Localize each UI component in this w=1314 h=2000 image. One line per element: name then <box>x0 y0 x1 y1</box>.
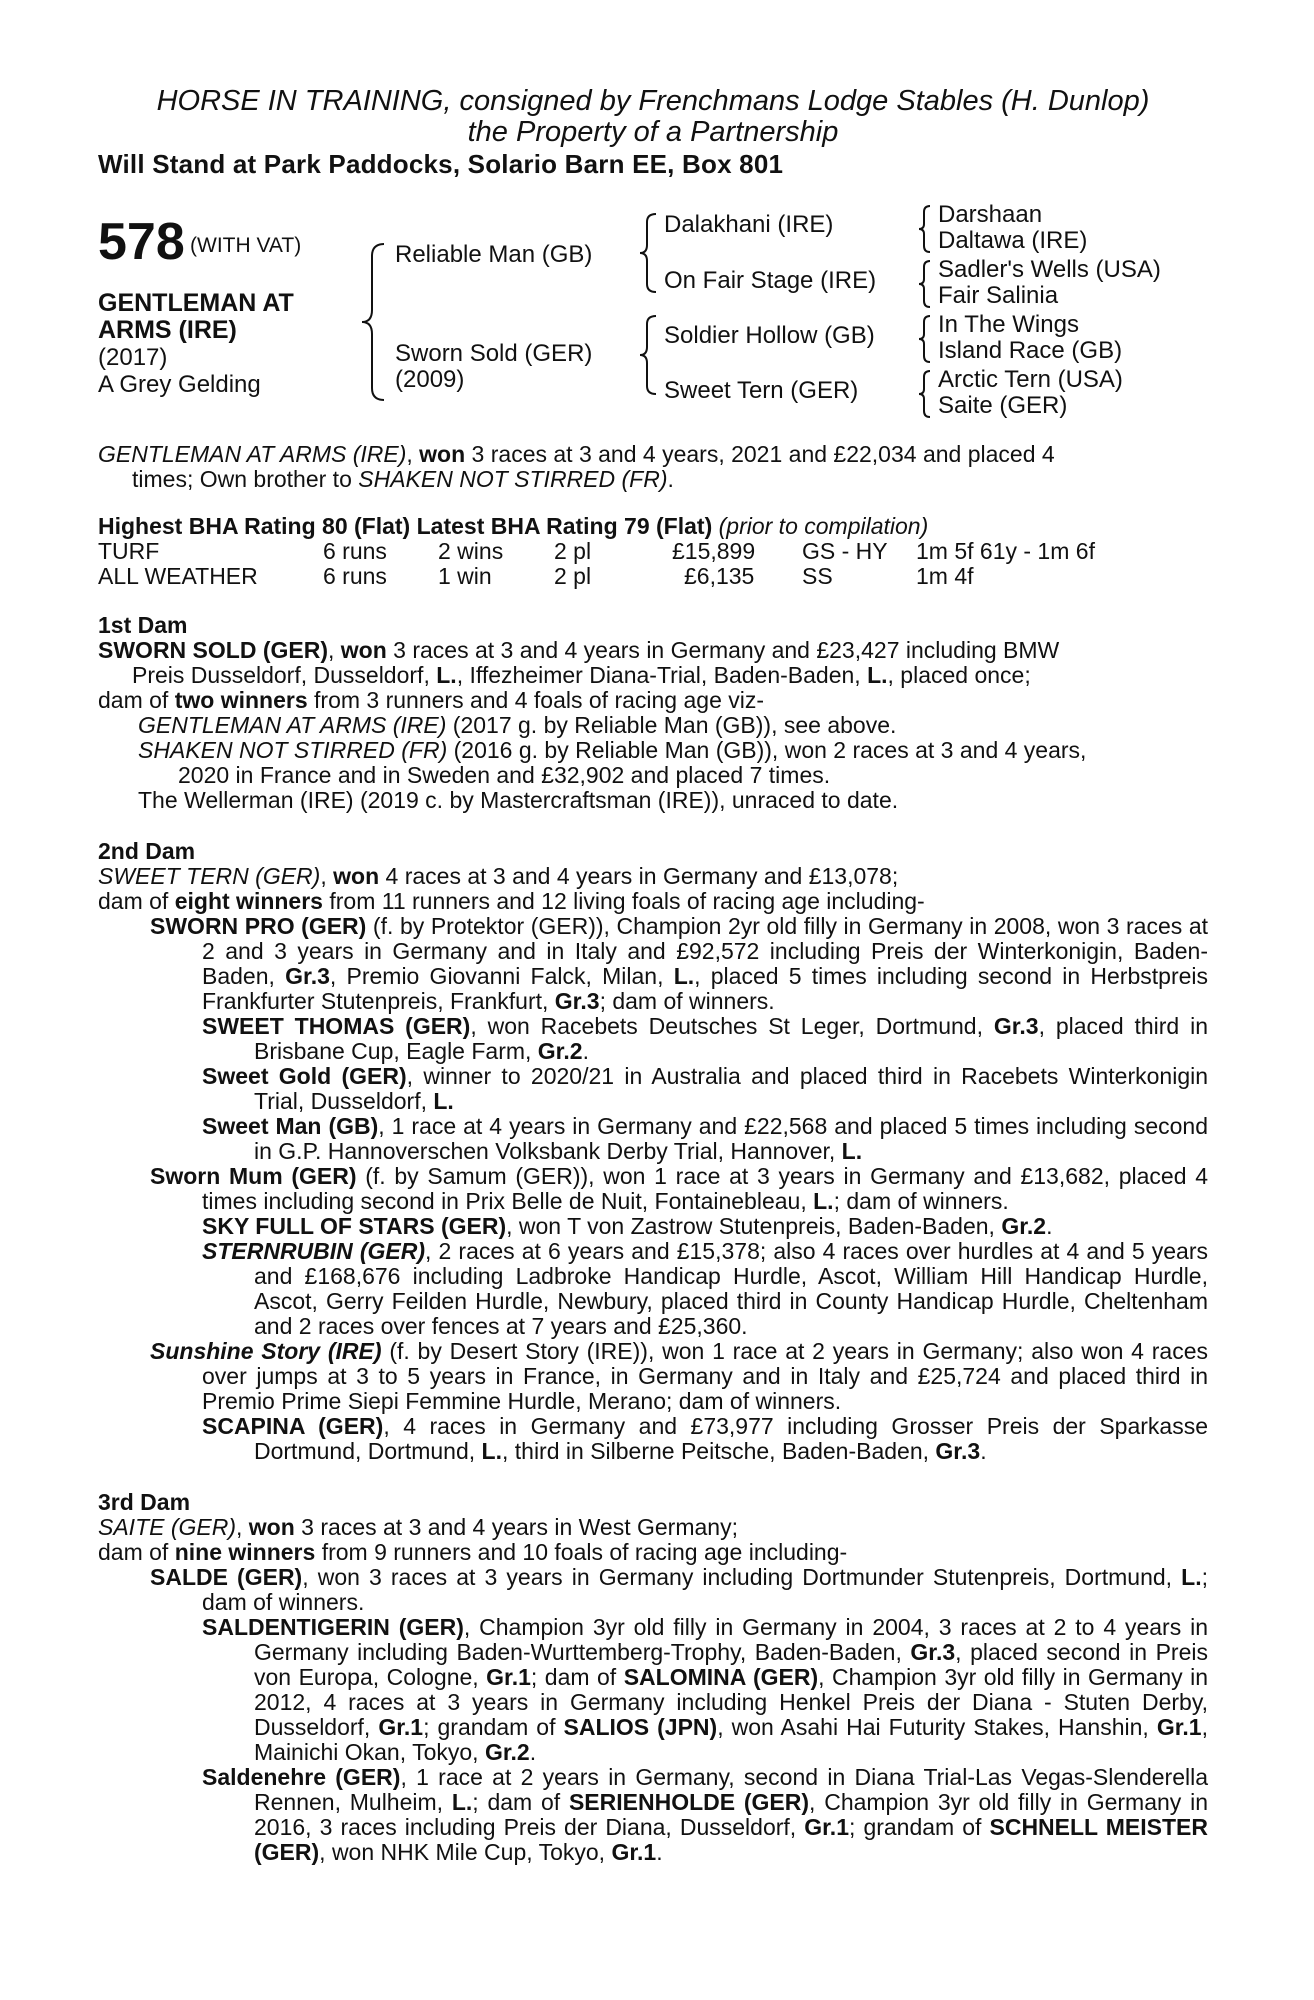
bha-rating <box>98 514 1208 539</box>
produce-entry <box>98 738 1208 763</box>
produce-entry <box>98 1339 1208 1414</box>
group-mark: Gr.3 <box>993 1013 1039 1039</box>
first-dam-won: won <box>340 637 387 663</box>
pedigree-brace-sire <box>638 212 658 294</box>
produce-name: Sunshine Story (IRE) <box>150 1338 382 1364</box>
pedigree-g7: Arctic Tern (USA) <box>938 366 1123 393</box>
row-going: GS - HY <box>802 538 888 564</box>
produce-name: SCAPINA (GER) <box>202 1413 384 1439</box>
third-dam-name: SAITE (GER) <box>98 1514 237 1540</box>
text: ; grandam of <box>849 1814 990 1840</box>
text: , won Racebets Deutsches St Leger, Dortmund, <box>470 1013 994 1039</box>
text: (f. by Desert Story (IRE)), won 1 race at 2 years in Germany; also won 4 races over jumps at 3 to 5 years in France, in Germany and in Italy and £25,724 and placed third in Premio Prime Siepi Femmine Hurdle, Merano; dam of winners. <box>202 1338 1209 1414</box>
produce-name: SERIENHOLDE (GER) <box>568 1789 810 1815</box>
text: ; dam of <box>472 1789 569 1815</box>
produce-name: SWEET THOMAS (GER) <box>202 1013 471 1039</box>
first-dam-record: SWORN SOLD (GER), won 3 races at 3 and 4 years in Germany and £23,427 including BMW <box>98 637 1060 663</box>
text: from 9 runners and 10 foals of racing age including- <box>315 1539 848 1565</box>
text: dam of <box>98 1539 175 1565</box>
text: , 2 races at 6 years and £15,378; also 4 races over hurdles at 4 and 5 years and £168,676 including Ladbroke Handicap Hurdle, Ascot, William Hill Handicap Hurdle, Ascot, Gerry Feilden Hurdle, Newbury, placed third in County Handicap Hurdle, Cheltenham and 2 races over fences at 7 years and £25,360. <box>254 1238 1208 1339</box>
horse-year: (2017) <box>98 344 168 371</box>
text: , Champion 3yr old filly in Germany in 2016, 3 races including Preis der Diana, Dusseldorf, <box>254 1789 1208 1840</box>
winners-count: eight winners <box>174 888 323 914</box>
pedigree-g4: Fair Salinia <box>938 282 1059 309</box>
pedigree-dam-dam: Sweet Tern (GER) <box>664 377 859 404</box>
stand-location: Will Stand at Park Paddocks, Solario Barn EE, Box 801 <box>98 149 784 179</box>
text: ; dam of winners. <box>599 988 775 1014</box>
text: ; dam of <box>530 1664 624 1690</box>
text: from 3 runners and 4 foals of racing age viz- <box>307 687 765 713</box>
pedigree-brace-main <box>360 242 386 402</box>
second-dam-name: SWEET TERN (GER) <box>98 863 321 889</box>
pedigree-brace-g2 <box>918 259 932 309</box>
summary-text: 3 races at 3 and 4 years, 2021 and £22,034 and placed 4 <box>465 441 1055 467</box>
lot-number: 578 <box>98 213 185 271</box>
text: dam of <box>98 687 175 713</box>
produce-entry <box>98 1064 1208 1114</box>
catalogue-page <box>98 86 1208 1865</box>
row-wins: 2 wins <box>438 538 504 564</box>
produce-entry <box>98 1214 1208 1239</box>
listed-mark: L. <box>481 1438 502 1464</box>
text: 4 races at 3 and 4 years in Germany and £13,078; <box>379 863 899 889</box>
text: , won 3 races at 3 years in Germany including Dortmunder Stutenpreis, Dortmund, <box>302 1564 1182 1590</box>
group-mark: Gr.1 <box>804 1814 849 1840</box>
group-mark: Gr.3 <box>285 963 330 989</box>
produce-name: SALIOS (JPN) <box>563 1714 718 1740</box>
row-surface: TURF <box>98 538 160 564</box>
first-dam-record-cont <box>98 663 1208 688</box>
group-mark: Gr.1 <box>611 1839 657 1865</box>
row-dist: 1m 5f 61y - 1m 6f <box>916 538 1095 564</box>
text: , Mainichi Okan, Tokyo, <box>254 1714 1208 1765</box>
pedigree-g3: Sadler's Wells (USA) <box>938 256 1161 283</box>
pedigree-sire-sire: Dalakhani (IRE) <box>664 211 834 238</box>
pedigree-g8: Saite (GER) <box>938 392 1068 419</box>
pedigree-sire-dam: On Fair Stage (IRE) <box>664 267 877 294</box>
group-mark: Gr.1 <box>1156 1714 1202 1740</box>
row-pl: 2 pl <box>554 538 592 564</box>
summary-cont <box>98 467 1208 492</box>
produce-name: SALDE (GER) <box>150 1564 303 1590</box>
produce-entry <box>98 1615 1208 1765</box>
text: dam of <box>98 888 175 914</box>
text: ; grandam of <box>423 1714 564 1740</box>
text: ; dam of winners. <box>833 1188 1009 1214</box>
summary-won: won <box>419 441 466 467</box>
consignor-line: HORSE IN TRAINING, consigned by Frenchmans Lodge Stables (H. Dunlop) <box>156 85 1150 117</box>
text: , third in Silberne Peitsche, Baden-Baden, <box>501 1438 936 1464</box>
produce-entry-cont: 2020 in France and in Sweden and £32,902 and placed 7 times. <box>178 762 831 788</box>
produce-entry <box>98 1565 1208 1615</box>
summary-text2: times; Own brother to <box>132 466 359 492</box>
produce-entry <box>98 1164 1208 1214</box>
text: from 11 runners and 12 living foals of racing age including- <box>322 888 925 914</box>
text: , 4 races in Germany and £73,977 including Grosser Preis der Sparkasse Dortmund, Dortmund, <box>254 1413 1208 1464</box>
text: , placed once; <box>887 662 1031 688</box>
third-dam-produce <box>98 1540 1208 1565</box>
produce-name: SWORN PRO (GER) <box>150 913 367 939</box>
summary-end: . <box>667 466 674 492</box>
pedigree-brace-g1 <box>918 204 932 254</box>
listed-mark: L. <box>673 963 695 989</box>
group-mark: Gr.1 <box>486 1664 531 1690</box>
produce-entry <box>98 713 1208 738</box>
horse-name <box>98 290 358 344</box>
text: , 1 race at 4 years in Germany and £22,568 and placed 5 times including second in G.P. Hannoverschen Volksbank Derby Trial, Hannover, <box>254 1113 1208 1164</box>
pedigree-brace-g4 <box>918 369 932 419</box>
text: . <box>529 1739 537 1765</box>
row-wins: 1 win <box>438 563 492 589</box>
listed-mark: L. <box>433 1088 454 1114</box>
first-dam-text: 3 races at 3 and 4 years in Germany and £23,427 including BMW <box>386 637 1060 663</box>
pedigree-brace-g3 <box>918 314 932 364</box>
lot-block <box>98 201 1208 419</box>
vat-note: (WITH VAT) <box>190 234 302 257</box>
text: , Iffezheimer Diana-Trial, Baden-Baden, <box>456 662 868 688</box>
horse-name-line1: GENTLEMAN AT <box>98 289 294 317</box>
row-money: £15,899 <box>672 538 756 564</box>
third-dam-record: SAITE (GER), won 3 races at 3 and 4 years in West Germany; <box>98 1514 738 1540</box>
first-dam-produce <box>98 688 1208 713</box>
produce-entry <box>98 1114 1208 1164</box>
first-dam-name: SWORN SOLD (GER) <box>98 637 328 663</box>
text: . <box>980 1438 987 1464</box>
produce-name: Sworn Mum (GER) <box>150 1163 357 1189</box>
produce-name: SCHNELL MEISTER (GER) <box>254 1814 1208 1865</box>
listed-mark: L. <box>436 662 457 688</box>
text: . <box>656 1839 663 1865</box>
text: , placed third in Brisbane Cup, Eagle Farm, <box>254 1013 1208 1064</box>
row-dist: 1m 4f <box>916 563 974 589</box>
text: , 1 race at 2 years in Germany, second in Diana Trial-Las Vegas-Slenderella Rennen, Mulheim, <box>254 1764 1209 1815</box>
produce-entry <box>98 914 1208 1014</box>
horse-description: A Grey Gelding <box>98 371 261 398</box>
pedigree-g6: Island Race (GB) <box>938 337 1123 364</box>
group-mark: Gr.2 <box>1001 1213 1047 1239</box>
third-dam-won: won <box>248 1514 295 1540</box>
text: (2016 g. by Reliable Man (GB)), won 2 races at 3 and 4 years, <box>447 737 1087 763</box>
text: , won NHK Mile Cup, Tokyo, <box>319 1839 612 1865</box>
produce-name: Sweet Gold (GER) <box>202 1063 407 1089</box>
produce-entry <box>98 1239 1208 1339</box>
row-going: SS <box>802 563 833 589</box>
pedigree-sire: Reliable Man (GB) <box>395 241 593 268</box>
text: , Champion 3yr old filly in Germany in 2004, 3 races at 2 to 4 years in Germany including Baden-Wurttemberg-Trophy, Baden-Baden, <box>254 1614 1208 1665</box>
pedigree-g2: Daltawa (IRE) <box>938 227 1088 254</box>
produce-name: SKY FULL OF STARS (GER) <box>202 1213 507 1239</box>
listed-mark: L. <box>841 1138 863 1164</box>
text: , placed 5 times including second in Herbstpreis Frankfurter Stutenpreis, Frankfurt, <box>202 963 1209 1014</box>
third-dam-heading: 3rd Dam <box>98 1489 191 1515</box>
produce-entry <box>98 1765 1208 1865</box>
second-dam-record: SWEET TERN (GER), won 4 races at 3 and 4 years in Germany and £13,078; <box>98 863 899 889</box>
text: , Champion 3yr old filly in Germany in 2012, 4 races at 3 years in Germany including Henkel Preis der Diana - Stuten Derby, Dusseldorf, <box>254 1664 1208 1740</box>
text: , Premio Giovanni Falck, Milan, <box>329 963 674 989</box>
pedigree-brace-dam <box>638 314 658 396</box>
pedigree-g5: In The Wings <box>938 311 1079 338</box>
rating-row <box>98 539 1208 564</box>
group-mark: Gr.1 <box>378 1714 424 1740</box>
pedigree-g1: Darshaan <box>938 201 1043 228</box>
text: , won T von Zastrow Stutenpreis, Baden-Baden, <box>506 1213 1002 1239</box>
pedigree-dam: Sworn Sold (GER) <box>395 340 593 367</box>
produce-entry: The Wellerman (IRE) (2019 c. by Mastercraftsman (IRE)), unraced to date. <box>138 787 899 813</box>
text: , winner to 2020/21 in Australia and placed third in Racebets Winterkonigin Trial, Dusseldorf, <box>254 1063 1209 1114</box>
listed-mark: L. <box>867 662 888 688</box>
second-dam-won: won <box>333 863 380 889</box>
text: Preis Dusseldorf, Dusseldorf, <box>132 662 437 688</box>
row-money: £6,135 <box>684 563 755 589</box>
group-mark: Gr.3 <box>554 988 600 1014</box>
produce-name: SALOMINA (GER) <box>623 1664 819 1690</box>
text: , placed second in Preis von Europa, Cologne, <box>254 1639 1208 1690</box>
produce-entry <box>98 1014 1208 1064</box>
produce-name: SHAKEN NOT STIRRED (FR) <box>138 737 448 763</box>
text: ; dam of winners. <box>202 1564 1208 1615</box>
listed-mark: L. <box>451 1789 473 1815</box>
group-mark: Gr.3 <box>910 1639 956 1665</box>
rating-note: (prior to compilation) <box>718 513 929 539</box>
horse-name-line2: ARMS (IRE) <box>98 316 237 344</box>
summary-brother: SHAKEN NOT STIRRED (FR) <box>358 466 668 492</box>
rating-row <box>98 564 1208 589</box>
text: 3 races at 3 and 4 years in West Germany; <box>294 1514 738 1540</box>
race-summary: GENTLEMAN AT ARMS (IRE), won 3 races at 3 and 4 years, 2021 and £22,034 and placed 4 <box>98 441 1055 467</box>
text: . <box>582 1038 589 1064</box>
winners-count: nine winners <box>174 1539 316 1565</box>
group-mark: Gr.3 <box>935 1438 981 1464</box>
produce-name: Sweet Man (GB) <box>202 1113 379 1139</box>
group-mark: Gr.2 <box>537 1038 583 1064</box>
rating-label: Highest BHA Rating 80 (Flat) Latest BHA Rating 79 (Flat) <box>98 513 713 539</box>
row-surface: ALL WEATHER <box>98 563 258 589</box>
ownership-line: the Property of a Partnership <box>467 116 839 148</box>
pedigree-dam-sire: Soldier Hollow (GB) <box>664 322 875 349</box>
row-pl: 2 pl <box>554 563 592 589</box>
row-runs: 6 runs <box>323 563 387 589</box>
produce-name: SALDENTIGERIN (GER) <box>202 1614 464 1640</box>
text: (f. by Protektor (GER)), Champion 2yr old filly in Germany in 2008, won 3 races at 2 and 3 years in Germany and in Italy and £92,572 including Preis der Winterkonigin, Baden-Baden, <box>202 913 1209 989</box>
row-runs: 6 runs <box>323 538 387 564</box>
summary-horse-name: GENTLEMAN AT ARMS (IRE) <box>98 441 407 467</box>
listed-mark: L. <box>1181 1564 1202 1590</box>
text: (f. by Samum (GER)), won 1 race at 3 years in Germany and £13,682, placed 4 times including second in Prix Belle de Nuit, Fontainebleau, <box>202 1163 1208 1214</box>
winners-count: two winners <box>174 687 308 713</box>
first-dam-heading: 1st Dam <box>98 612 188 638</box>
text: (2017 g. by Reliable Man (GB)), see above. <box>446 712 897 738</box>
pedigree-dam-year: (2009) <box>395 366 465 393</box>
text: . <box>1046 1213 1053 1239</box>
produce-name: STERNRUBIN (GER) <box>202 1238 426 1264</box>
produce-name: Saldenehre (GER) <box>202 1764 401 1790</box>
produce-entry <box>98 1414 1208 1464</box>
text: , won Asahi Hai Futurity Stakes, Hanshin, <box>717 1714 1157 1740</box>
second-dam-heading: 2nd Dam <box>98 838 196 864</box>
produce-name: GENTLEMAN AT ARMS (IRE) <box>138 712 447 738</box>
listed-mark: L. <box>813 1188 834 1214</box>
second-dam-produce <box>98 889 1208 914</box>
group-mark: Gr.2 <box>484 1739 530 1765</box>
